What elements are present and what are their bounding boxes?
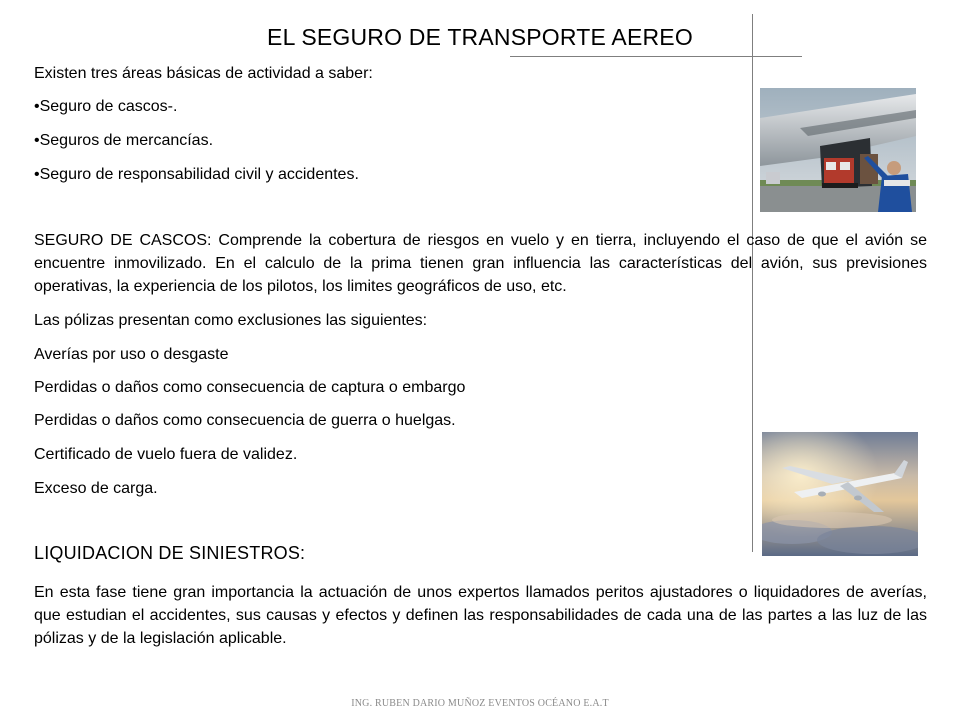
exclusion-item: Averías por uso o desgaste bbox=[34, 346, 229, 363]
exclusion-item: Exceso de carga. bbox=[34, 480, 158, 497]
liquidacion-paragraph: En esta fase tiene gran importancia la actuación de unos expertos llamados peritos ajustadores o liquidadores de averías, que estudian el accidentes, sus causas y efectos y definen las responsabilidades de cada una de las partes a las luz de las pólizas y de la legislación aplicable. bbox=[34, 584, 927, 647]
horizontal-rule bbox=[510, 56, 802, 57]
cargo-plane-loading-photo bbox=[760, 88, 916, 212]
page-title: EL SEGURO DE TRANSPORTE AEREO bbox=[267, 24, 693, 50]
airliner-above-clouds-photo bbox=[762, 432, 918, 556]
liquidacion-heading: LIQUIDACION DE SINIESTROS: bbox=[34, 543, 306, 563]
intro-text: Existen tres áreas básicas de actividad a saber: bbox=[34, 65, 373, 82]
footer-credit: ING. RUBEN DARIO MUÑOZ EVENTOS OCÉANO E.A.T bbox=[351, 698, 609, 709]
exclusions-intro: Las pólizas presentan como exclusiones las siguientes: bbox=[34, 312, 428, 329]
cascos-paragraph: SEGURO DE CASCOS: Comprende la cobertura de riesgos en vuelo y en tierra, incluyendo el caso de que el avión se encuentre inmovilizado. En el calculo de la prima tienen gran influencia las características del avión, sus previsiones operativas, la experiencia de los pilotos, los limites geográficos de uso, etc. bbox=[34, 232, 927, 295]
bullet-item: •Seguro de responsabilidad civil y accidentes. bbox=[34, 166, 359, 183]
exclusion-item: Certificado de vuelo fuera de validez. bbox=[34, 446, 298, 463]
exclusion-item: Perdidas o daños como consecuencia de captura o embargo bbox=[34, 379, 466, 396]
bullet-item: •Seguro de cascos-. bbox=[34, 98, 178, 115]
bullet-item: •Seguros de mercancías. bbox=[34, 132, 214, 149]
exclusion-item: Perdidas o daños como consecuencia de guerra o huelgas. bbox=[34, 412, 456, 429]
